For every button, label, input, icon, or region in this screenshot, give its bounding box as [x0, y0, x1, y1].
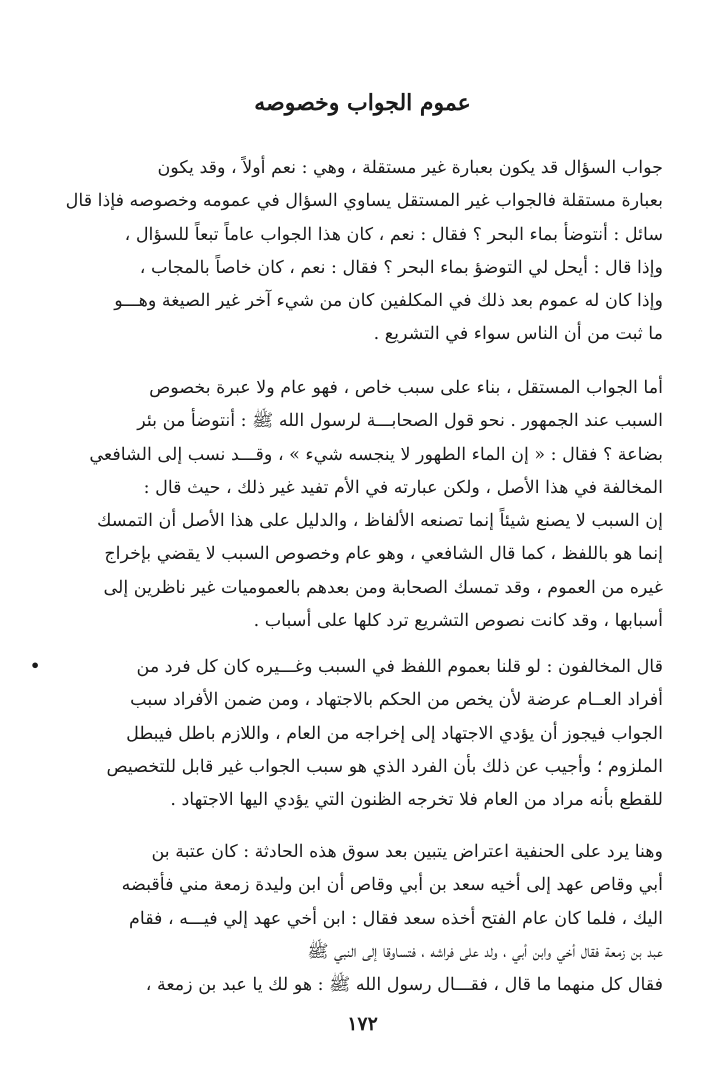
text-line: الجواب فيجوز أن يؤدي الاجتهاد إلى إخراجه من العام ، واللازم باطل فيبطل: [126, 723, 663, 744]
text-line: إن السبب لا يصنع شيئاً إنما تصنعه الألفاظ ، والدليل على هذا الأصل أن التمسك: [97, 511, 663, 532]
margin-bullet: •: [30, 656, 41, 675]
text-line: غيره من العموم ، وقد تمسك الصحابة ومن بعدهم بالعموميات غير ناظرين إلى: [103, 577, 663, 598]
text-line: السبب عند الجمهور . نحو قول الصحابـــة لرسول الله ﷺ : أنتوضأ من بئر: [137, 411, 663, 432]
text-line: وإذا قال : أيحل لي التوضؤ بماء البحر ؟ فقال : نعم ، كان خاصاً بالمجاب ،: [139, 257, 663, 278]
paragraph-4: [62, 836, 663, 1002]
text-line: وهنا يرد على الحنفية اعتراض يتبين بعد سوق هذه الحادثة : كان عتبة بن: [151, 842, 663, 862]
text-line: سائل : أنتوضأ بماء البحر ؟ فقال : نعم ، كان هذا الجواب عاماً تبعاً للسؤال ،: [124, 224, 663, 245]
text-line: جواب السؤال قد يكون بعبارة غير مستقلة ، وهي : نعم أولاً ، وقد يكون: [157, 158, 663, 178]
text-line: وإذا كان له عموم بعد ذلك في المكلفين كان من شيء آخر غير الصيغة وهـــو: [114, 291, 663, 312]
text-line: ما ثبت من أن الناس سواء في التشريع .: [373, 324, 663, 345]
text-line: أما الجواب المستقل ، بناء على سبب خاص ، فهو عام ولا عبرة بخصوص: [149, 378, 663, 398]
page-title: عموم الجواب وخصوصه: [254, 90, 471, 116]
page-number: ١٧٢: [347, 1013, 378, 1035]
text-line: إنما هو باللفظ ، كما قال الشافعي ، وهو عام وخصوص السبب لا يقضي بإخراج: [104, 544, 663, 565]
text-line: أبي وقاص عهد إلى أخيه سعد بن أبي وقاص أن ابن وليدة زمعة مني فأقبضه: [121, 875, 663, 896]
paragraph-3: [62, 651, 663, 817]
text-line: المخالفة في هذا الأصل ، ولكن عبارته في الأم تفيد غير ذلك ، حيث قال :: [143, 477, 663, 498]
text-line: قال المخالفون : لو قلنا بعموم اللفظ في السبب وغـــيره كان كل فرد من: [136, 657, 663, 677]
paragraph-1: [62, 152, 663, 352]
text-line: فقال كل منهما ما قال ، فقـــال رسول الله ﷺ : هو لك يا عبد بن زمعة ،: [145, 975, 663, 996]
text-line: اليك ، فلما كان عام الفتح أخذه سعد فقال : ابن أخي عهد إلي فيـــه ، فقام: [129, 908, 663, 929]
paragraph-2: [62, 372, 663, 638]
text-line: عبد بن زمعة فقال أخي وابن أبي ، ولد على فراشه ، فتساوقا إلى النبي ﷺ: [307, 941, 663, 962]
text-line: الملزوم ؛ وأجيب عن ذلك بأن الفرد الذي هو سبب الجواب غير قابل للتخصيص: [106, 756, 663, 777]
text-line: بضاعة ؟ فقال : « إن الماء الطهور لا ينجسه شيء » ، وقـــد نسب إلى الشافعي: [89, 444, 663, 465]
text-line: أسبابها ، وقد كانت نصوص التشريع ترد كلها على أسباب .: [253, 611, 663, 632]
text-line: للقطع بأنه مراد من العام فلا تخرجه الظنون التي يؤدي اليها الاجتهاد .: [170, 790, 663, 811]
text-line: أفراد العــام عرضة لأن يخص من الحكم بالاجتهاد ، ومن ضمن الأفراد سبب: [130, 690, 663, 711]
text-line: بعبارة مستقلة فالجواب غير المستقل يساوي السؤال في عمومه وخصوصه فإذا قال: [65, 191, 663, 212]
